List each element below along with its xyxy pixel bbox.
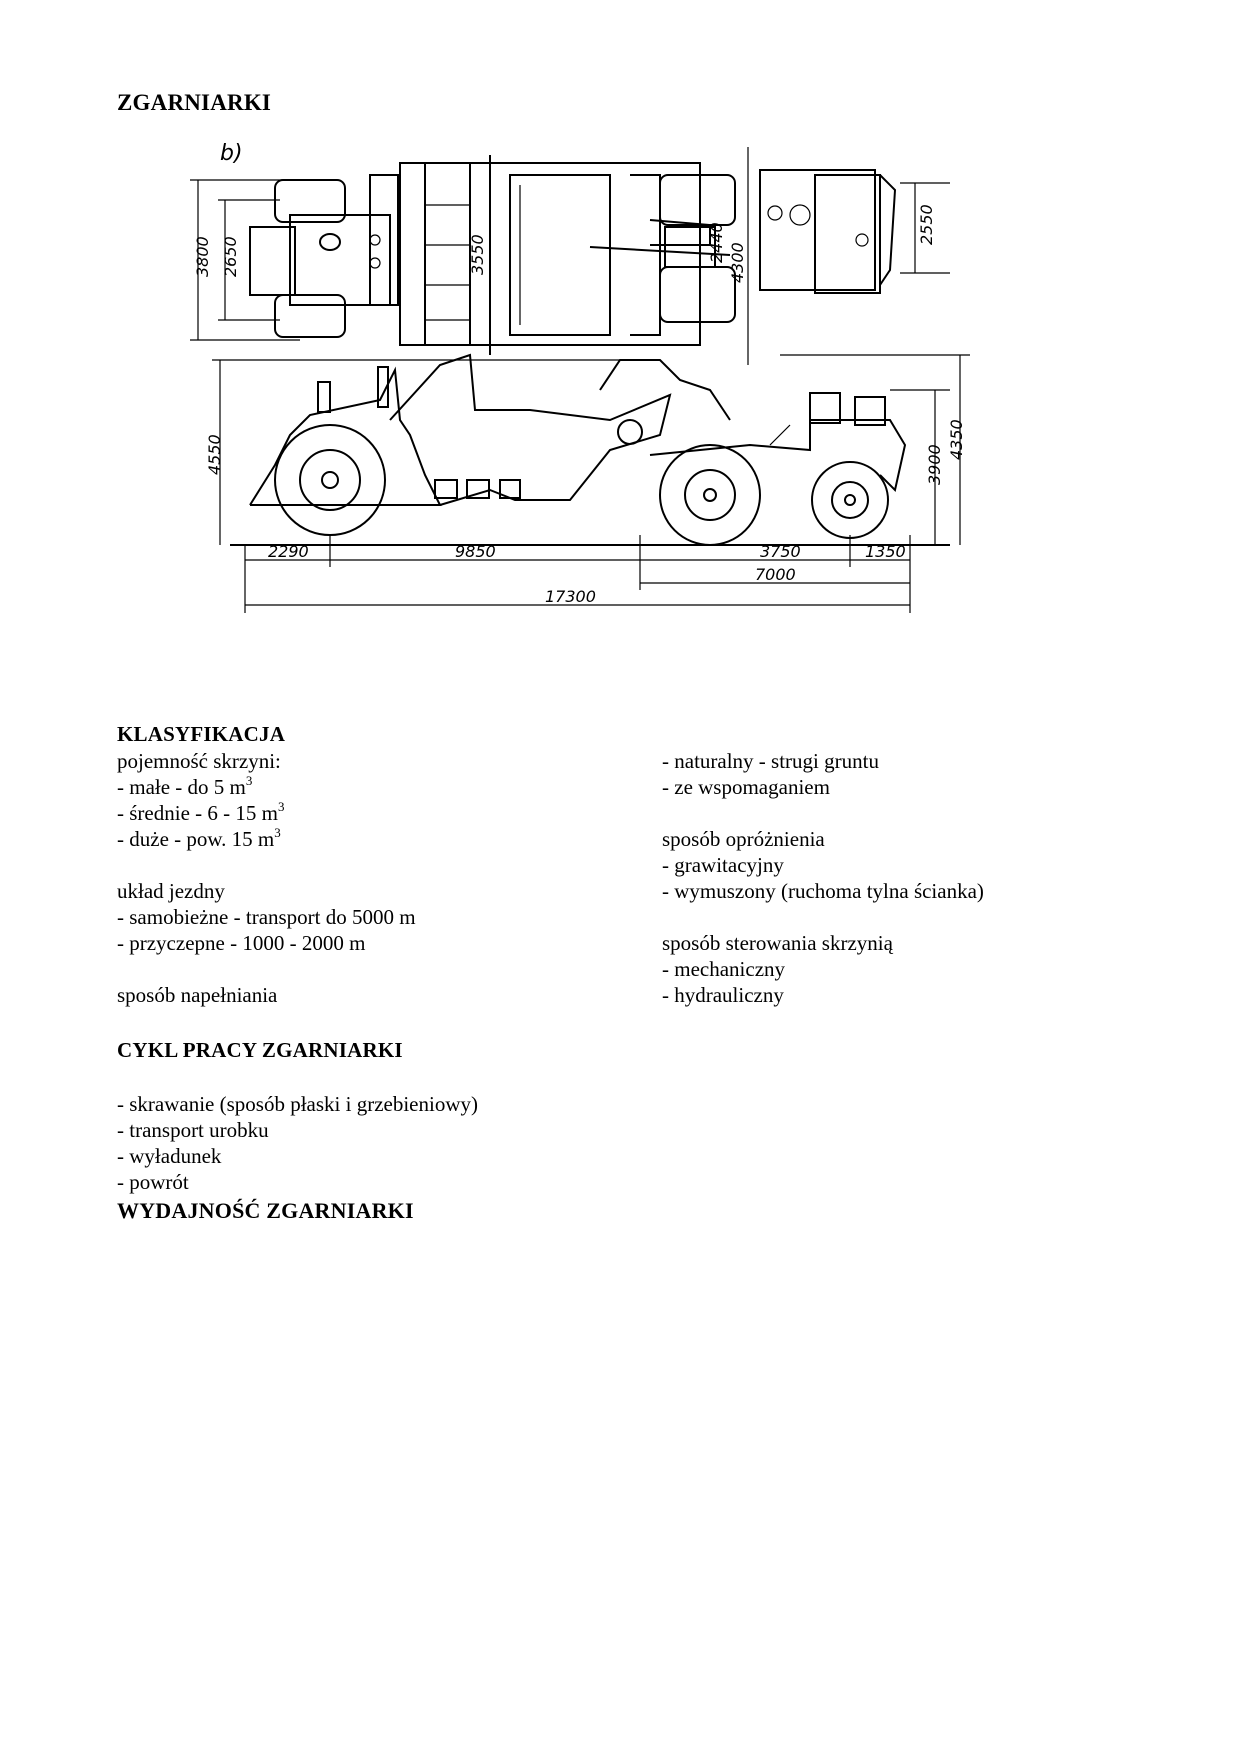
napelnianie-item: - ze wspomaganiem [662,775,830,799]
dim-3550: 3550 [468,234,487,275]
oproznienie-item: - grawitacyjny [662,853,784,877]
uklad-label: układ jezdny [117,879,225,903]
oproznienie-item: - wymuszony (ruchoma tylna ścianka) [662,879,984,903]
dim-4300: 4300 [728,242,747,283]
cykl-item: - skrawanie (sposób płaski i grzebieniowy) [117,1092,478,1116]
dim-7000: 7000 [755,565,796,584]
uklad-item: - samobieżne - transport do 5000 m [117,905,416,929]
klasyfikacja-right-column [662,748,984,1008]
dim-9850: 9850 [455,542,496,561]
klasyfikacja-heading: KLASYFIKACJA [117,722,286,746]
dim-3750: 3750 [760,542,801,561]
dim-2290: 2290 [268,542,309,561]
oproznienie-label: sposób opróżnienia [662,827,825,851]
uklad-item: - przyczepne - 1000 - 2000 m [117,931,366,955]
wydajnosc-heading: WYDAJNOŚĆ ZGARNIARKI [117,1198,414,1223]
dim-2550: 2550 [917,204,936,245]
dim-4550: 4550 [205,434,224,475]
side-view [205,355,970,613]
dim-4350: 4350 [947,419,966,460]
pojemnosc-item-duze: - duże - pow. 15 $m^3$ [117,825,281,851]
figure-label: b) [220,141,243,166]
cykl-item: - transport urobku [117,1118,269,1142]
top-view [190,147,950,365]
dim-3800: 3800 [193,236,212,277]
sterowanie-label: sposób sterowania skrzynią [662,931,893,955]
sterowanie-item: - hydrauliczny [662,983,784,1007]
dim-1350: 1350 [865,542,906,561]
dim-17300: 17300 [545,587,596,606]
page-title: ZGARNIARKI [117,90,272,115]
dim-2650: 2650 [221,236,240,277]
dim-2440: 2440 [707,222,726,263]
dim-3900: 3900 [925,444,944,485]
sterowanie-item: - mechaniczny [662,957,786,981]
pojemnosc-item-srednie: - średnie - 6 - 15 $m^3$ [117,799,285,825]
cykl-item: - powrót [117,1170,189,1194]
napelnianie-item: - naturalny - strugi gruntu [662,749,879,773]
scraper-diagram [190,135,1090,695]
cykl-item: - wyładunek [117,1144,222,1168]
klasyfikacja-left-column [117,748,416,1008]
pojemnosc-label: pojemność skrzyni: [117,749,281,773]
napelnianie-label: sposób napełniania [117,983,278,1007]
cykl-heading: CYKL PRACY ZGARNIARKI [117,1038,403,1062]
pojemnosc-item-male: - małe - do 5 $m^3$ [117,773,253,799]
cykl-list [117,1091,478,1195]
